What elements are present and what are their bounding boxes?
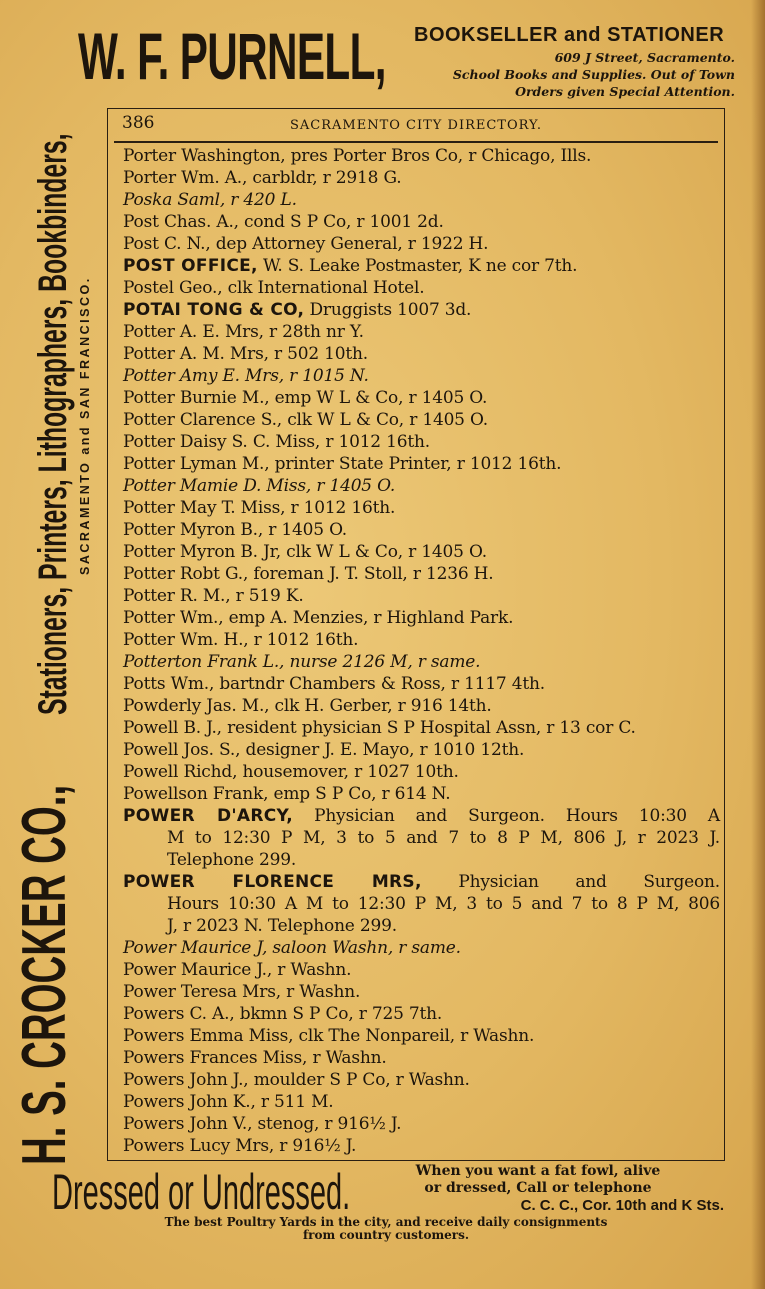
- entry-text: Powell Richd, housemover, r 1027 10th.: [123, 762, 459, 782]
- entry-text: Powers Frances Miss, r Washn.: [123, 1048, 387, 1068]
- entry-row: [123, 431, 720, 453]
- entry-lead: POST OFFICE,: [123, 256, 258, 276]
- entry-lead: POWER FLORENCE MRS,: [123, 872, 422, 892]
- entry-row: [123, 585, 720, 607]
- entry-text: Powers Emma Miss, clk The Nonpareil, r Washn.: [123, 1026, 535, 1046]
- entry-row: [123, 937, 720, 959]
- entry-power-florence: [123, 871, 720, 937]
- entry-text: Potter A. E. Mrs, r 28th nr Y.: [123, 322, 364, 342]
- page-number: 386: [122, 113, 155, 133]
- entry-row: [123, 475, 720, 497]
- entry-power-darcy: [123, 805, 720, 871]
- entry-row: [123, 497, 720, 519]
- entry-row: [123, 959, 720, 981]
- entry-row: [123, 739, 720, 761]
- top-ad-title: BOOKSELLER and STATIONER: [414, 24, 725, 46]
- top-ad-line-3: Orders given Special Attention.: [515, 84, 735, 99]
- entry-row: [123, 673, 720, 695]
- page-spine-shadow: [751, 0, 765, 1289]
- entry-row: [123, 409, 720, 431]
- entry-continuation: Hours 10:30 A M to 12:30 P M, 3 to 5 and 7 to 8 P M, 806: [167, 894, 720, 914]
- entry-text: Potter Daisy S. C. Miss, r 1012 16th.: [123, 432, 430, 452]
- entry-row: [123, 607, 720, 629]
- bottom-ad-right-1: When you want a fat fowl, alive: [415, 1163, 661, 1179]
- side-ad: [10, 45, 100, 1165]
- entry-row: [123, 783, 720, 805]
- entry-text: Power Maurice J., r Washn.: [123, 960, 352, 980]
- entry-text: Potterton Frank L., nurse 2126 M, r same.: [123, 652, 481, 672]
- running-head: SACRAMENTO CITY DIRECTORY.: [290, 118, 543, 133]
- entry-text: Porter Wm. A., carbldr, r 2918 G.: [123, 168, 402, 188]
- side-ad-cities: SACRAMENTO and SAN FRANCISCO.: [78, 276, 92, 575]
- entry-row: [123, 1091, 720, 1113]
- entry-row: [123, 563, 720, 585]
- entry-text: Potter Mamie D. Miss, r 1405 O.: [123, 476, 396, 496]
- entry-text: Powers Lucy Mrs, r 916½ J.: [123, 1136, 357, 1156]
- entry-continuation: J, r 2023 N. Telephone 299.: [167, 916, 397, 936]
- entry-text: Postel Geo., clk International Hotel.: [123, 278, 425, 298]
- entry-text: Potter R. M., r 519 K.: [123, 586, 304, 606]
- entry-row: [123, 1003, 720, 1025]
- entry-text: Potter Amy E. Mrs, r 1015 N.: [123, 366, 369, 386]
- entry-text: Power Teresa Mrs, r Washn.: [123, 982, 361, 1002]
- entry-text: Potter Clarence S., clk W L & Co, r 1405 O.: [123, 410, 488, 430]
- entry-row: [123, 629, 720, 651]
- side-ad-company: H. S. CROCKER CO.,: [10, 784, 79, 1165]
- entry-row: [123, 387, 720, 409]
- entry-row: [123, 365, 720, 387]
- entry-lead: POWER D'ARCY,: [123, 806, 294, 826]
- entry-text: W. S. Leake Postmaster, K ne cor 7th.: [257, 256, 578, 276]
- entry-text: Potter May T. Miss, r 1012 16th.: [123, 498, 396, 518]
- entry-text: Potter Wm. H., r 1012 16th.: [123, 630, 359, 650]
- directory-entries: [123, 145, 720, 1157]
- bottom-ad-tag-1: The best Poultry Yards in the city, and receive daily consignments: [164, 1215, 608, 1229]
- side-ad-crafts: Stationers, Printers, Lithographers, Bookbinders,: [31, 133, 75, 715]
- entry-row: [123, 519, 720, 541]
- entry-text: Post Chas. A., cond S P Co, r 1001 2d.: [123, 212, 444, 232]
- entry-text: Powers C. A., bkmn S P Co, r 725 7th.: [123, 1004, 443, 1024]
- entry-row: [123, 145, 720, 167]
- entry-row: [123, 1113, 720, 1135]
- entry-row: [123, 1025, 720, 1047]
- entry-row: [123, 695, 720, 717]
- entry-text: Potter Wm., emp A. Menzies, r Highland Park.: [123, 608, 514, 628]
- entry-text: Physician and Surgeon. Hours 10:30 A: [293, 806, 720, 826]
- entry-text: Powers John V., stenog, r 916½ J.: [123, 1114, 402, 1134]
- entry-text: Powderly Jas. M., clk H. Gerber, r 916 14th.: [123, 696, 492, 716]
- entry-row: [123, 761, 720, 783]
- entry-text: Druggists 1007 3d.: [304, 300, 472, 320]
- top-ad-line-2: School Books and Supplies. Out of Town: [452, 67, 735, 82]
- entry-text: Potts Wm., bartndr Chambers & Ross, r 1117 4th.: [123, 674, 545, 694]
- entry-row: [123, 277, 720, 299]
- entry-continuation: M to 12:30 P M, 3 to 5 and 7 to 8 P M, 806 J, r 2023 J.: [167, 828, 720, 848]
- bottom-ad-right: [352, 1163, 724, 1214]
- entry-row: [123, 717, 720, 739]
- bottom-ad-main: Dressed or Undressed.: [52, 1164, 351, 1220]
- bottom-ad-tag-2: from country customers.: [302, 1228, 470, 1242]
- entry-text: Potter Robt G., foreman J. T. Stoll, r 1236 H.: [123, 564, 494, 584]
- bottom-ad-right-3: C. C. C., Cor. 10th and K Sts.: [520, 1197, 724, 1214]
- entry-list: [123, 937, 720, 1157]
- entry-row: [123, 343, 720, 365]
- entry-row: [123, 981, 720, 1003]
- entry-text: Powers John J., moulder S P Co, r Washn.: [123, 1070, 470, 1090]
- entry-row: [123, 255, 720, 277]
- bottom-ad-right-2: or dressed, Call or telephone: [424, 1180, 652, 1196]
- entry-text: Potter Myron B. Jr, clk W L & Co, r 1405 O.: [123, 542, 487, 562]
- entry-text: Physician and Surgeon.: [421, 872, 720, 892]
- entry-row: [123, 453, 720, 475]
- header-rule: [114, 141, 718, 143]
- entry-text: Powell B. J., resident physician S P Hospital Assn, r 13 cor C.: [123, 718, 636, 738]
- entry-text: Powell Jos. S., designer J. E. Mayo, r 1010 12th.: [123, 740, 525, 760]
- entry-row: [123, 1047, 720, 1069]
- entry-row: [123, 233, 720, 255]
- top-ad-line-1: 609 J Street, Sacramento.: [554, 50, 735, 65]
- entry-text: Post C. N., dep Attorney General, r 1922 H.: [123, 234, 489, 254]
- entry-row: [123, 299, 720, 321]
- entry-text: Potter Myron B., r 1405 O.: [123, 520, 348, 540]
- entry-text: Potter Lyman M., printer State Printer, r 1012 16th.: [123, 454, 562, 474]
- entry-list: [123, 145, 720, 805]
- entry-row: [123, 541, 720, 563]
- entry-row: [123, 1069, 720, 1091]
- entry-text: Power Maurice J, saloon Washn, r same.: [123, 938, 461, 958]
- entry-lead: POTAI TONG & CO,: [123, 300, 305, 320]
- entry-row: [123, 651, 720, 673]
- entry-row: [123, 211, 720, 233]
- entry-text: Powers John K., r 511 M.: [123, 1092, 334, 1112]
- entry-text: Potter Burnie M., emp W L & Co, r 1405 O.: [123, 388, 488, 408]
- entry-text: Powellson Frank, emp S P Co, r 614 N.: [123, 784, 451, 804]
- entry-text: Porter Washington, pres Porter Bros Co, r Chicago, Ills.: [123, 146, 592, 166]
- entry-row: [123, 189, 720, 211]
- entry-row: [123, 1135, 720, 1157]
- entry-row: [123, 167, 720, 189]
- top-ad-name: W. F. PURNELL,: [78, 19, 386, 93]
- entry-text: Potter A. M. Mrs, r 502 10th.: [123, 344, 368, 364]
- entry-continuation: Telephone 299.: [167, 850, 297, 870]
- entry-text: Poska Saml, r 420 L.: [123, 190, 297, 210]
- bottom-ad-tagline: [48, 1216, 724, 1242]
- entry-row: [123, 321, 720, 343]
